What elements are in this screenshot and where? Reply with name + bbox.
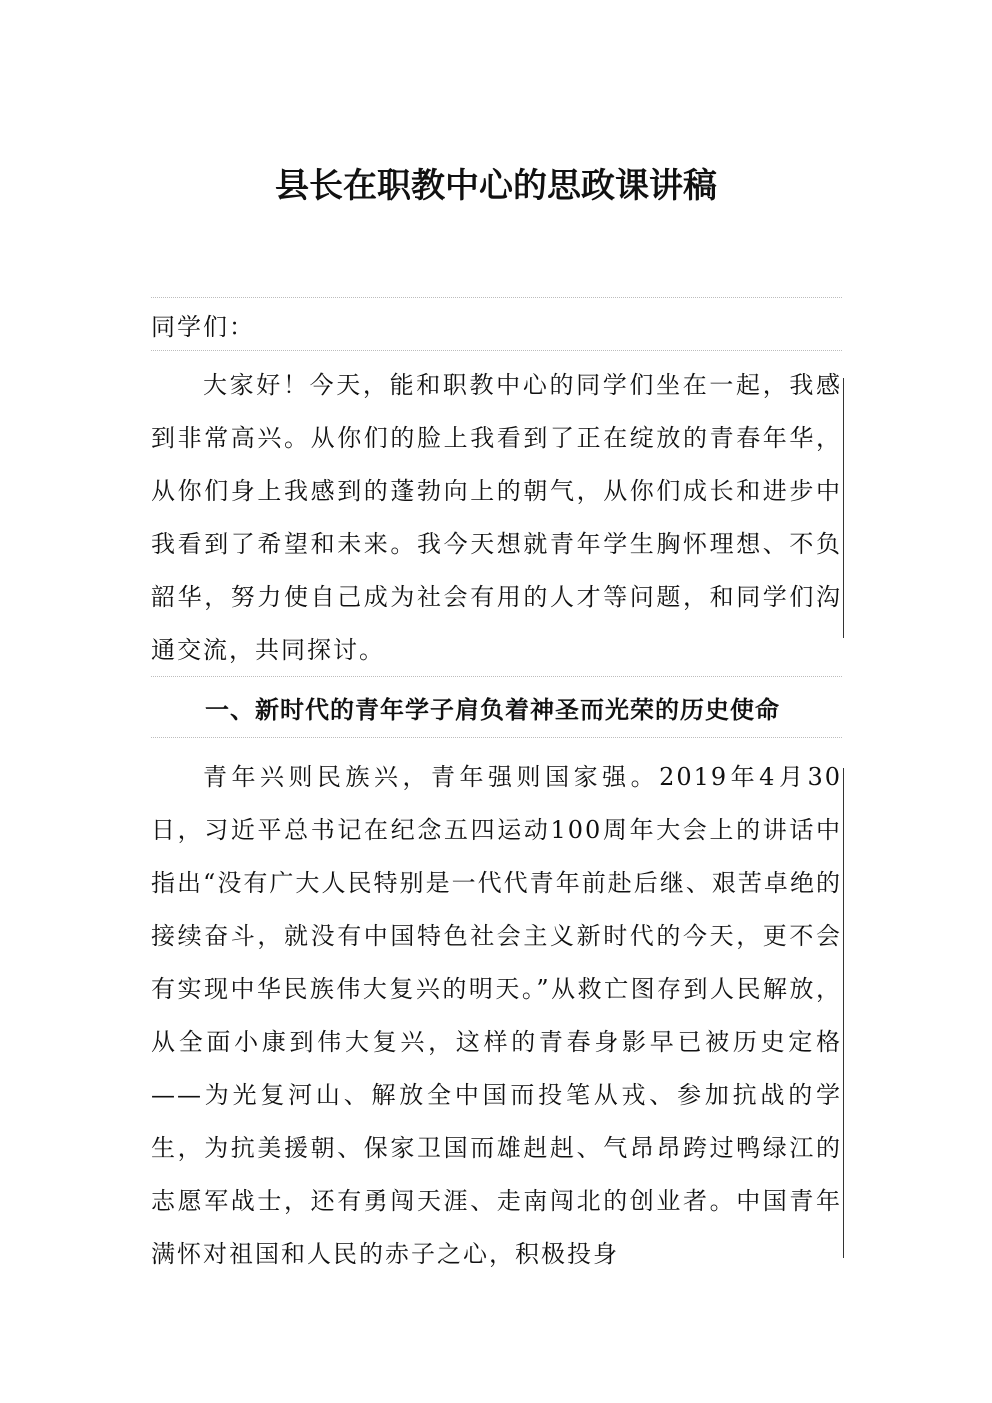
body-paragraph: 大家好！今天，能和职教中心的同学们坐在一起，我感到非常高兴。从你们的脸上我看到了正在绽放的青春年华，从你们身上我感到的蓬勃向上的朝气，从你们成长和进步中我看到了希望和未来。我今天想就青年学生胸怀理想、不负韶华，努力使自己成为社会有用的人才等问题，和同学们沟通交流，共同探讨。 — [151, 371, 842, 664]
body-paragraph: 青年兴则民族兴，青年强则国家强。2019年4月30日，习近平总书记在纪念五四运动100周年大会上的讲话中指出“没有广大人民特别是一代代青年前赴后继、艰苦卓绝的接续奋斗，就没有中国特色社会主义新时代的今天，更不会有实现中华民族伟大复兴的明天。”从救亡图存到人民解放，从全面小康到伟大复兴，这样的青春身影早已被历史定格——为光复河山、解放全中国而投笔从戎、参加抗战的学生，为抗美援朝、保家卫国而雄赳赳、气昂昂跨过鸭绿江的志愿军战士，还有勇闯天涯、走南闯北的创业者。中国青年满怀对祖国和人民的赤子之心，积极投身 — [151, 763, 842, 1268]
divider — [151, 676, 842, 677]
margin-marker — [843, 768, 844, 1258]
section-heading: 一、新时代的青年学子肩负着神圣而光荣的历史使命 — [205, 696, 780, 724]
divider — [151, 737, 842, 738]
margin-marker — [843, 378, 844, 638]
document-title: 县长在职教中心的思政课讲稿 — [275, 166, 717, 206]
divider — [151, 350, 842, 351]
divider — [151, 297, 842, 298]
salutation: 同学们： — [151, 313, 255, 341]
